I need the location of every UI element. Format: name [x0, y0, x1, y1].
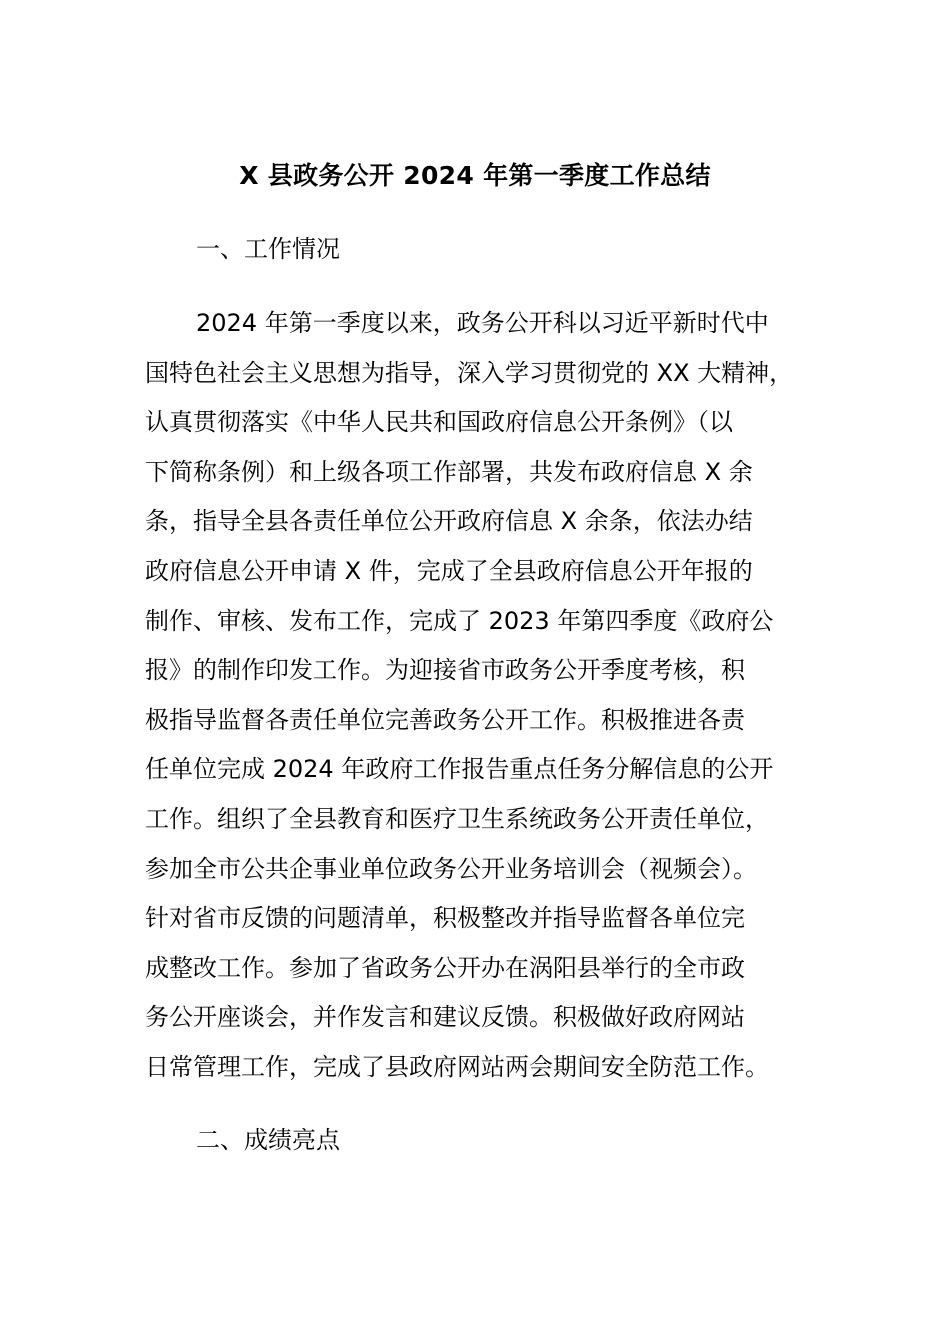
paragraph-line: 下简称条例）和上级各项工作部署，共发布政府信息 X 余	[145, 457, 753, 486]
paragraph-line: 日常管理工作，完成了县政府网站两会期间安全防范工作。	[145, 1052, 769, 1081]
paragraph-line: 成整改工作。参加了省政务公开办在涡阳县举行的全市政	[145, 953, 745, 982]
paragraph-line: 2024 年第一季度以来，政务公开科以习近平新时代中	[196, 309, 769, 337]
paragraph-line: 任单位完成 2024 年政府工作报告重点任务分解信息的公开	[145, 755, 774, 784]
paragraph-line: 国特色社会主义思想为指导，深入学习贯彻党的 XX 大精神，	[145, 358, 794, 387]
section-heading-work-status: 一、工作情况	[196, 235, 340, 263]
paragraph-line: 针对省市反馈的问题清单，积极整改并指导监督各单位完	[145, 904, 745, 933]
paragraph-line: 极指导监督各责任单位完善政务公开工作。积极推进各责	[145, 705, 745, 734]
paragraph-line: 条，指导全县各责任单位公开政府信息 X 余条，依法办结	[145, 507, 753, 536]
paragraph-line: 认真贯彻落实《中华人民共和国政府信息公开条例》（以	[145, 408, 733, 437]
paragraph-line: 参加全市公共企事业单位政务公开业务培训会（视频会）。	[145, 854, 757, 883]
paragraph-line: 政府信息公开申请 X 件，完成了全县政府信息公开年报的	[145, 556, 753, 585]
paragraph-line: 制作、审核、发布工作，完成了 2023 年第四季度《政府公	[145, 606, 774, 635]
document-title: X 县政务公开 2024 年第一季度工作总结	[239, 161, 711, 190]
paragraph-line: 报》的制作印发工作。为迎接省市政务公开季度考核，积	[145, 656, 745, 685]
paragraph-line: 务公开座谈会，并作发言和建议反馈。积极做好政府网站	[145, 1003, 745, 1032]
section-heading-achievements: 二、成绩亮点	[196, 1126, 340, 1154]
section-paragraph-work-status	[145, 306, 845, 1100]
paragraph-line: 工作。组织了全县教育和医疗卫生系统政务公开责任单位，	[145, 804, 769, 833]
